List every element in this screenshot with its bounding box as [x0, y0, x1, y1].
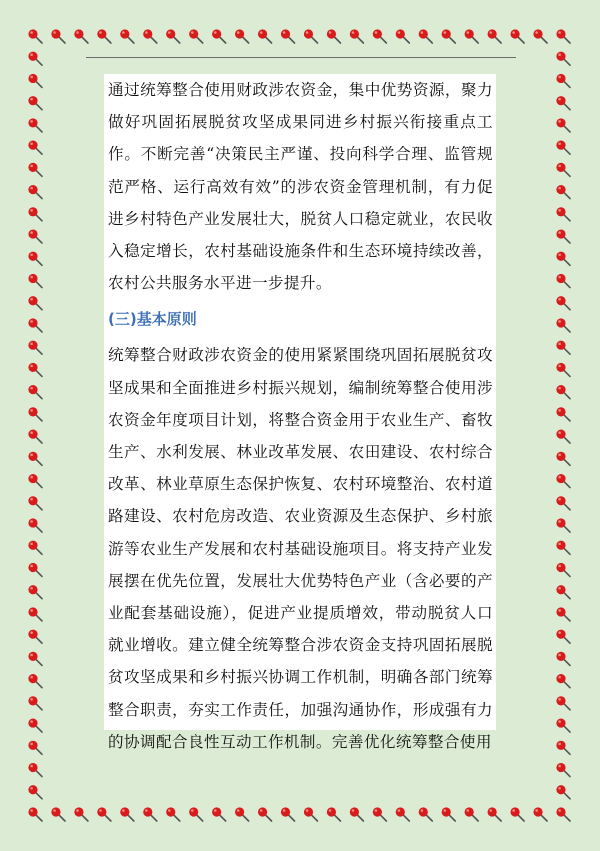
pushpin-icon — [419, 807, 433, 821]
pushpin-icon — [28, 163, 42, 177]
pushpin-icon — [465, 29, 479, 43]
pushpin-icon — [51, 29, 65, 43]
pushpin-icon — [258, 807, 272, 821]
pushpin-icon — [442, 29, 456, 43]
pushpin-icon — [556, 341, 570, 355]
pushpin-icon — [442, 807, 456, 821]
pushpin-icon — [327, 29, 341, 43]
pushpin-icon — [28, 52, 42, 66]
pushpin-icon — [28, 518, 42, 532]
pushpin-icon — [28, 630, 42, 644]
pushpin-icon — [235, 807, 249, 821]
pushpin-icon — [28, 385, 42, 399]
pushpin-icon — [28, 341, 42, 355]
pushpin-icon — [350, 29, 364, 43]
pushpin-icon — [120, 807, 134, 821]
pushpin-icon — [304, 807, 318, 821]
pushpin-icon — [97, 807, 111, 821]
pushpin-icon — [373, 29, 387, 43]
pushpin-icon — [396, 807, 410, 821]
pushpin-icon — [97, 29, 111, 43]
pushpin-icon — [419, 29, 433, 43]
pushpin-icon — [556, 363, 570, 377]
pushpin-icon — [556, 674, 570, 688]
pushpin-icon — [28, 452, 42, 466]
pushpin-icon — [373, 807, 387, 821]
pushpin-icon — [28, 696, 42, 710]
pushpin-icon — [28, 74, 42, 88]
pushpin-icon — [556, 452, 570, 466]
pushpin-icon — [556, 74, 570, 88]
pushpin-icon — [556, 696, 570, 710]
pushpin-icon — [281, 807, 295, 821]
pushpin-icon — [556, 118, 570, 132]
pushpin-icon — [28, 763, 42, 777]
pushpin-icon — [556, 541, 570, 555]
pushpin-icon — [556, 585, 570, 599]
pushpin-icon — [556, 229, 570, 243]
pushpin-icon — [28, 296, 42, 310]
pushpin-icon — [28, 363, 42, 377]
pushpin-icon — [465, 807, 479, 821]
pushpin-icon — [556, 163, 570, 177]
pushpin-icon — [556, 274, 570, 288]
pushpin-icon — [556, 741, 570, 755]
pushpin-icon — [556, 718, 570, 732]
pushpin-icon — [556, 141, 570, 155]
pushpin-icon — [258, 29, 272, 43]
body-paragraph: 通过统筹整合使用财政涉农资金，集中优势资源，聚力做好巩固拓展脱贫攻坚成果同进乡村振兴衔接重点工作。不断完善“决策民主严谨、投向科学合理、监管规范严格、运行高效有效”的涉农资金管理机制，有力促进乡村特色产业发展壮大，脱贫人口稳定就业，农民收入稳定增长，农村基础设施条件和生态环境持续改善，农村公共服务水平进一步提升。 — [108, 81, 493, 293]
pushpin-icon — [166, 807, 180, 821]
pushpin-icon — [556, 318, 570, 332]
pushpin-icon — [304, 29, 318, 43]
pushpin-icon — [556, 96, 570, 110]
pushpin-icon — [556, 785, 570, 799]
pushpin-icon — [350, 807, 364, 821]
section-heading: (三)基本原则 — [104, 299, 496, 339]
pushpin-icon — [28, 718, 42, 732]
pushpin-icon — [28, 252, 42, 266]
pushpin-icon — [533, 29, 547, 43]
pushpin-icon — [556, 252, 570, 266]
pushpin-icon — [281, 29, 295, 43]
pushpin-icon — [28, 318, 42, 332]
pushpin-icon — [28, 585, 42, 599]
header-rule — [86, 57, 516, 58]
pushpin-icon — [74, 807, 88, 821]
document-page — [104, 74, 496, 751]
pushpin-icon — [28, 674, 42, 688]
pushpin-icon — [28, 274, 42, 288]
pushpin-icon — [143, 29, 157, 43]
pushpin-icon — [556, 496, 570, 510]
pushpin-icon — [51, 807, 65, 821]
pushpin-icon — [28, 541, 42, 555]
pushpin-icon — [556, 652, 570, 666]
pushpin-icon — [28, 652, 42, 666]
pushpin-icon — [28, 96, 42, 110]
pushpin-icon — [143, 807, 157, 821]
pushpin-icon — [488, 29, 502, 43]
pushpin-icon — [212, 29, 226, 43]
pushpin-icon — [556, 52, 570, 66]
pushpin-icon — [28, 229, 42, 243]
pushpin-icon — [556, 630, 570, 644]
pushpin-icon — [189, 807, 203, 821]
pushpin-icon — [235, 29, 249, 43]
pushpin-icon — [28, 807, 42, 821]
pushpin-icon — [510, 807, 524, 821]
pushpin-icon — [533, 807, 547, 821]
pushpin-icon — [510, 29, 524, 43]
pushpin-icon — [120, 29, 134, 43]
pushpin-icon — [556, 563, 570, 577]
pushpin-icon — [28, 141, 42, 155]
pushpin-icon — [212, 807, 226, 821]
pushpin-icon — [556, 407, 570, 421]
pushpin-icon — [28, 118, 42, 132]
pushpin-icon — [556, 296, 570, 310]
pushpin-icon — [556, 607, 570, 621]
pushpin-icon — [28, 207, 42, 221]
pushpin-icon — [556, 807, 570, 821]
pushpin-icon — [556, 518, 570, 532]
pushpin-icon — [28, 29, 42, 43]
pushpin-icon — [556, 474, 570, 488]
body-paragraph: 统筹整合财政涉农资金的使用紧紧围绕巩固拓展脱贫攻坚成果和全面推进乡村振兴规划，编制统筹整合使用涉农资金年度项目计划，将整合资金用于农业生产、畜牧生产、水利发展、林业改革发展、农田建设、农村综合改革、林业草原生态保护恢复、农村环境整治、农村道路建设、农村危房改造、农业资源及生态保护、乡村旅游等农业生产发展和农村基础设施项目。将支持产业发展摆在优先位置，发展壮大优势特色产业（含必要的产业配套基础设施），促进产业提质增效，带动脱贫人口就业增收。建立健全统筹整合涉农资金支持巩固拓展脱贫攻坚成果和乡村振兴协调工作机制，明确各部门统筹整合职责，夯实工作责任，加强沟通协作，形成强有力的协调配合良性互动工作机制。完善优化统筹整合使用 — [108, 346, 493, 751]
pushpin-icon — [28, 496, 42, 510]
pushpin-icon — [74, 29, 88, 43]
pushpin-icon — [327, 807, 341, 821]
pushpin-icon — [556, 185, 570, 199]
pushpin-icon — [166, 29, 180, 43]
pushpin-icon — [556, 763, 570, 777]
pushpin-icon — [28, 563, 42, 577]
pushpin-icon — [28, 407, 42, 421]
pushpin-icon — [556, 430, 570, 444]
pushpin-icon — [28, 741, 42, 755]
pushpin-icon — [556, 29, 570, 43]
pushpin-icon — [396, 29, 410, 43]
pushpin-icon — [28, 607, 42, 621]
pushpin-icon — [556, 385, 570, 399]
pushpin-icon — [28, 185, 42, 199]
pushpin-icon — [28, 474, 42, 488]
pushpin-icon — [189, 29, 203, 43]
pushpin-icon — [488, 807, 502, 821]
pushpin-icon — [28, 430, 42, 444]
pushpin-icon — [28, 785, 42, 799]
pushpin-icon — [556, 207, 570, 221]
